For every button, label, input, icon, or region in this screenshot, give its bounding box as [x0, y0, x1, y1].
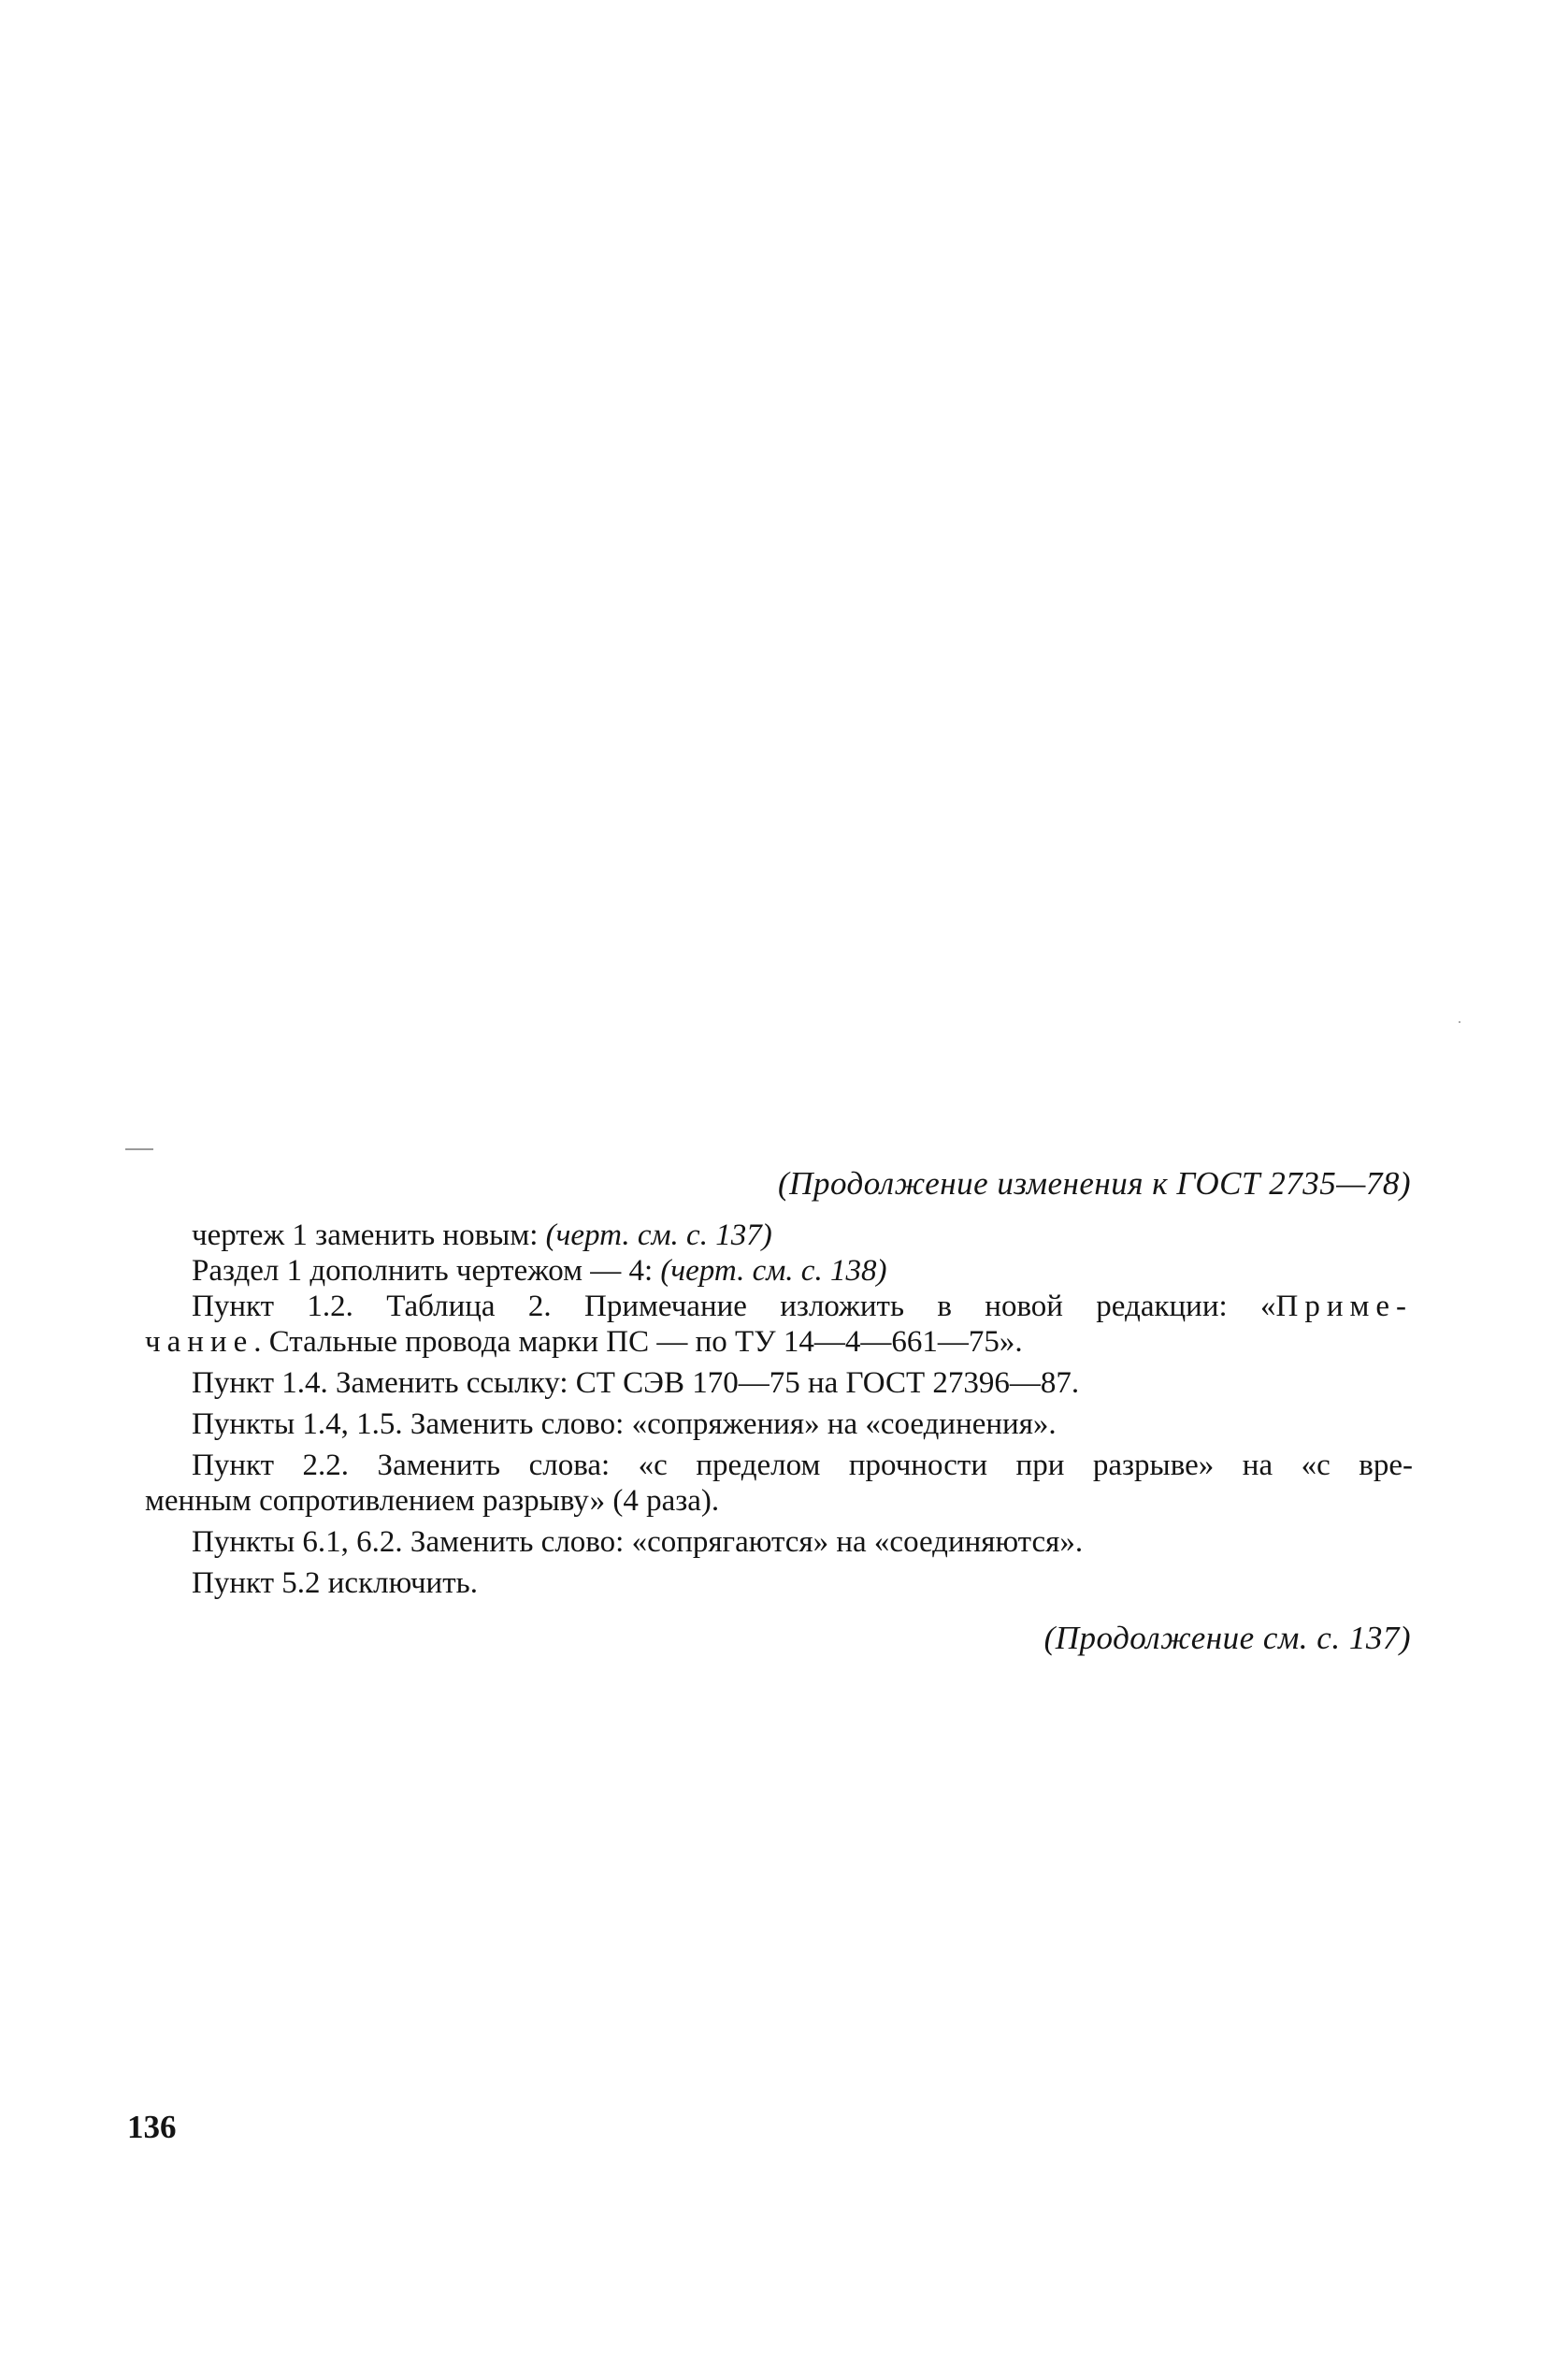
line-3-spaced-word: Приме- [1275, 1290, 1413, 1323]
line-1-text: чертеж 1 заменить новым: [192, 1218, 546, 1252]
amendment-body [145, 1218, 1413, 1601]
line-4-spaced-word: чание [145, 1325, 254, 1359]
amendment-line-5: Пункт 1.4. Заменить ссылку: СТ СЭВ 170—75 на ГОСТ 27396—87. [192, 1366, 1080, 1400]
amendment-line-2 [192, 1253, 1413, 1289]
amendment-line-4 [145, 1324, 1413, 1360]
amendment-line-7: Пункт 2.2. Заменить слова: «с пределом прочности при разрыве» на «с вре- [192, 1449, 1413, 1482]
amendment-line-8: менным сопротивлением разрыву» (4 раза). [145, 1484, 720, 1518]
line-4-text: . Стальные провода марки ПС — по ТУ 14—4—661—75». [253, 1325, 1023, 1359]
line-1-drawing-ref: (черт. см. с. 137) [545, 1218, 772, 1252]
amendment-line-3 [192, 1289, 1413, 1324]
continuation-footer: (Продолжение см. с. 137) [1043, 1620, 1411, 1656]
margin-mark [125, 1148, 153, 1150]
scan-speck [1459, 1021, 1460, 1023]
line-2-text: Раздел 1 дополнить чертежом — 4: [192, 1254, 661, 1288]
amendment-line-6: Пункты 1.4, 1.5. Заменить слово: «сопряжения» на «соединения». [192, 1407, 1057, 1441]
continuation-header: (Продолжение изменения к ГОСТ 2735—78) [778, 1165, 1411, 1202]
line-3-text: Пункт 1.2. Таблица 2. Примечание изложить в новой редакции: « [192, 1290, 1276, 1323]
line-2-drawing-ref: (черт. см. с. 138) [660, 1254, 887, 1288]
amendment-line-10: Пункт 5.2 исключить. [192, 1566, 478, 1600]
amendment-line-1 [192, 1218, 1413, 1253]
page-number: 136 [127, 2109, 177, 2145]
amendment-line-9: Пункты 6.1, 6.2. Заменить слово: «сопрягаются» на «соединяются». [192, 1525, 1084, 1559]
